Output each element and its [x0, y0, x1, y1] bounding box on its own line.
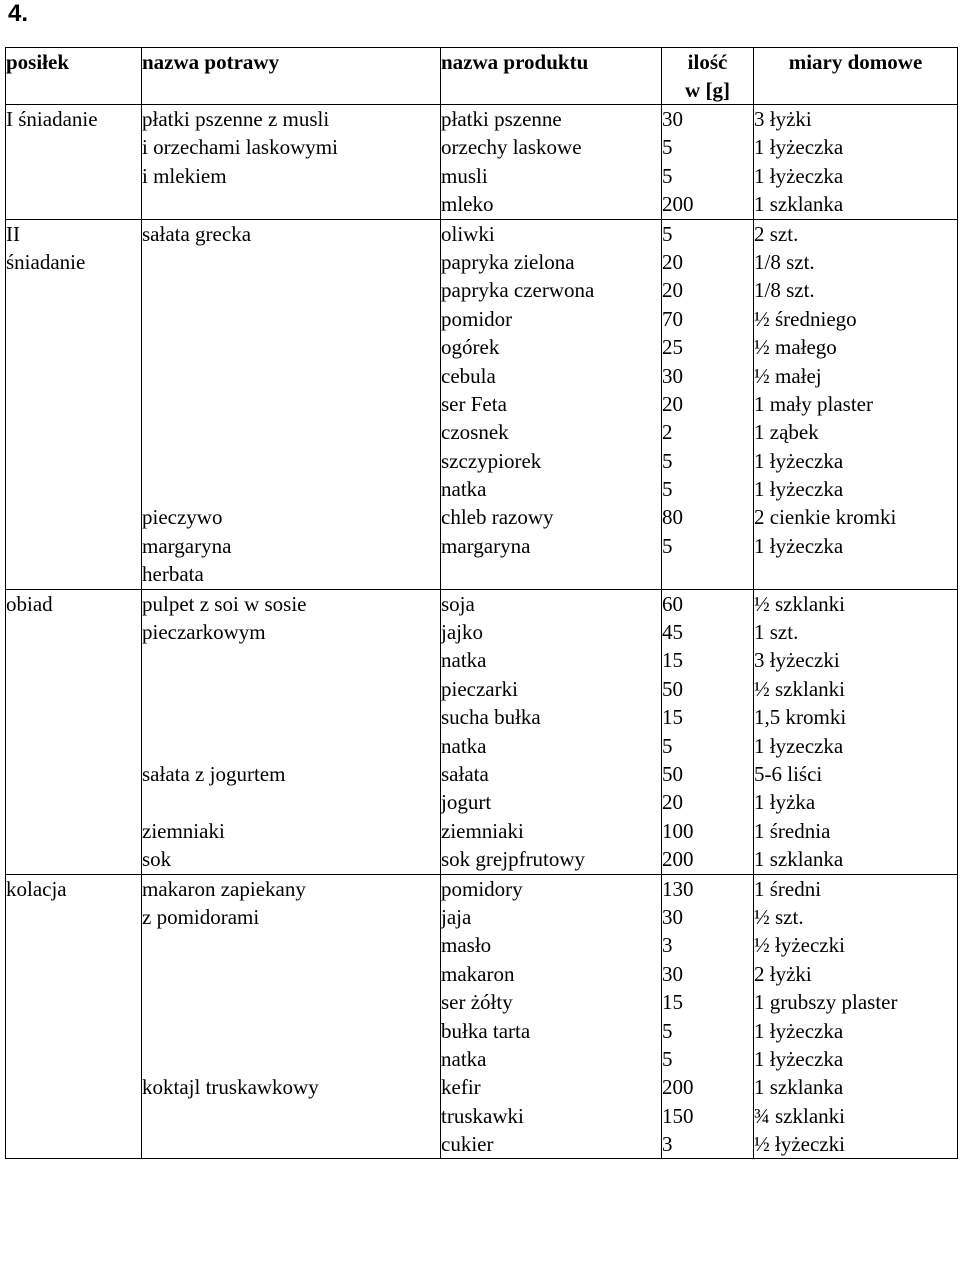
amount-line: 3 [662, 933, 673, 958]
meal-line: I śniadanie [6, 107, 98, 131]
amount-line: 30 [662, 904, 683, 929]
measure-line: 2 łyżki [754, 961, 812, 986]
measure-line: 1,5 kromki [754, 705, 847, 730]
dish-line: sałata grecka [142, 221, 252, 246]
measure-line: 1 łyżka [754, 790, 816, 815]
amount-line: 50 [662, 676, 683, 701]
measure-line: ½ szklanki [754, 591, 845, 616]
product-cell [441, 105, 662, 220]
measure-line: 1 łyżeczka [754, 477, 844, 502]
product-line: bułka tarta [441, 1018, 531, 1043]
header-product: nazwa produktu [441, 48, 662, 105]
measure-line: 2 cienkie kromki [754, 505, 897, 530]
dish-cell [142, 219, 441, 589]
measure-cell [754, 105, 958, 220]
dish-cell [142, 874, 441, 1159]
table-row [6, 589, 958, 874]
amount-line: 5 [662, 135, 673, 160]
header-amount [662, 48, 754, 105]
dish-line: ziemniaki [142, 818, 225, 843]
dish-line: koktajl truskawkowy [142, 1075, 319, 1100]
amount-line: 15 [662, 990, 683, 1015]
dish-line [142, 276, 440, 304]
measure-line: 1 ząbek [754, 420, 819, 445]
product-line: płatki pszenne [441, 107, 562, 131]
dish-line [142, 475, 440, 503]
measure-line: 1 łyżeczka [754, 163, 844, 188]
product-line: oliwki [441, 221, 495, 246]
measure-line: 1 łyżeczka [754, 1018, 844, 1043]
dish-line: z pomidorami [142, 904, 260, 929]
amount-line: 5 [662, 163, 673, 188]
measure-line: 1 łyżeczka [754, 448, 844, 473]
dish-line: pieczarkowym [142, 620, 266, 645]
page-number: 4. [8, 0, 29, 27]
measure-line: 1 łyżeczka [754, 533, 844, 558]
dish-line [142, 362, 440, 390]
product-line: jaja [441, 904, 472, 929]
meal-line: śniadanie [6, 249, 86, 274]
product-line: kefir [441, 1075, 481, 1100]
meal-line: kolacja [6, 876, 67, 901]
dish-line: margaryna [142, 533, 232, 558]
product-line: musli [441, 163, 488, 188]
amount-line: 15 [662, 648, 683, 673]
product-line: sok grejpfrutowy [441, 847, 586, 872]
amount-line: 30 [662, 961, 683, 986]
amount-line: 3 [662, 1132, 673, 1157]
measure-line: 1 szklanka [754, 847, 844, 872]
table-row [6, 105, 958, 220]
amount-line: 2 [662, 420, 673, 445]
dish-line [142, 390, 440, 418]
amount-line: 70 [662, 306, 683, 331]
product-line: cebula [441, 363, 496, 388]
amount-line: 200 [662, 1075, 694, 1100]
measure-line: 1 grubszy plaster [754, 990, 898, 1015]
product-line: natka [441, 733, 487, 758]
amount-line: 5 [662, 1046, 673, 1071]
product-line: pomidor [441, 306, 513, 331]
measure-line: ½ łyżeczki [754, 933, 845, 958]
meal-cell [6, 874, 142, 1159]
amount-line: 200 [662, 192, 694, 217]
amount-line: 30 [662, 363, 683, 388]
product-line: truskawki [441, 1103, 524, 1128]
meal-line: obiad [6, 591, 53, 616]
dish-line [142, 1017, 440, 1045]
product-line: cukier [441, 1132, 494, 1157]
amount-line: 200 [662, 847, 694, 872]
amount-line: 60 [662, 591, 683, 616]
product-line: makaron [441, 961, 515, 986]
product-line: chleb razowy [441, 505, 554, 530]
measure-line: ¾ szklanki [754, 1103, 845, 1128]
measure-line: ½ szklanki [754, 676, 845, 701]
measure-line: 1/8 szt. [754, 249, 815, 274]
header-dish: nazwa potrawy [142, 48, 441, 105]
measure-line: ½ szt. [754, 904, 804, 929]
measure-line: 1 łyżeczka [754, 1046, 844, 1071]
measure-line: 1 szt. [754, 620, 799, 645]
amount-line: 45 [662, 620, 683, 645]
product-line: soja [441, 591, 475, 616]
measure-cell [754, 874, 958, 1159]
product-line: masło [441, 933, 492, 958]
amount-line: 130 [662, 876, 694, 901]
meal-line: II [6, 221, 20, 246]
dish-line [142, 675, 440, 703]
dish-cell [142, 105, 441, 220]
measure-line: 1 szklanka [754, 1075, 844, 1100]
dish-line: makaron zapiekany [142, 876, 306, 901]
amount-line: 5 [662, 1018, 673, 1043]
header-meal: posiłek [6, 48, 142, 105]
measure-line: 1 łyzeczka [754, 733, 844, 758]
product-line: papryka czerwona [441, 278, 595, 303]
dish-line: sok [142, 847, 172, 872]
product-line: ziemniaki [441, 818, 524, 843]
dish-line: pulpet z soi w sosie [142, 591, 307, 616]
product-line: jajko [441, 620, 483, 645]
dish-line [142, 190, 440, 218]
header-amount-line-2: w [g] [685, 78, 730, 102]
dish-line [142, 333, 440, 361]
amount-line: 5 [662, 733, 673, 758]
product-line: orzechy laskowe [441, 135, 582, 160]
dish-line [142, 418, 440, 446]
dish-line [142, 703, 440, 731]
product-line: papryka zielona [441, 249, 575, 274]
measure-line: ½ małego [754, 335, 837, 360]
measure-line: 1 łyżeczka [754, 135, 844, 160]
amount-line: 5 [662, 533, 673, 558]
meal-cell [6, 219, 142, 589]
product-line: mleko [441, 192, 494, 217]
meal-cell [6, 589, 142, 874]
measure-line: ½ małej [754, 363, 822, 388]
product-line: sałata [441, 761, 489, 786]
table-header-row [6, 48, 958, 105]
product-line: szczypiorek [441, 448, 542, 473]
product-line: pieczarki [441, 676, 518, 701]
measure-line: 3 łyżeczki [754, 648, 840, 673]
product-cell [441, 874, 662, 1159]
amount-cell [662, 589, 754, 874]
dish-line: pieczywo [142, 505, 223, 530]
dish-line [142, 646, 440, 674]
product-line: ser Feta [441, 391, 507, 416]
amount-line: 150 [662, 1103, 694, 1128]
measure-line: 1 szklanka [754, 192, 844, 217]
amount-line: 5 [662, 448, 673, 473]
product-line: czosnek [441, 420, 509, 445]
amount-line: 50 [662, 761, 683, 786]
amount-line: 15 [662, 705, 683, 730]
dish-line [142, 960, 440, 988]
measure-cell [754, 219, 958, 589]
dish-line [142, 1045, 440, 1073]
dish-line: i orzechami laskowymi [142, 135, 338, 160]
amount-cell [662, 874, 754, 1159]
amount-line: 20 [662, 391, 683, 416]
measure-line: 1 mały plaster [754, 391, 873, 416]
amount-line: 20 [662, 790, 683, 815]
amount-cell [662, 105, 754, 220]
dish-line [142, 931, 440, 959]
measure-line: ½ łyżeczki [754, 1132, 845, 1157]
product-cell [441, 219, 662, 589]
product-line: natka [441, 477, 487, 502]
header-measure: miary domowe [754, 48, 958, 105]
table-row [6, 219, 958, 589]
dish-line [142, 447, 440, 475]
product-line: natka [441, 1046, 487, 1071]
dish-cell [142, 589, 441, 874]
measure-line: 1/8 szt. [754, 278, 815, 303]
measure-line: 5-6 liści [754, 761, 823, 786]
dish-line [142, 732, 440, 760]
product-line: natka [441, 648, 487, 673]
dish-line: herbata [142, 562, 204, 587]
meal-cell [6, 105, 142, 220]
amount-line: 30 [662, 107, 683, 131]
product-line: jogurt [441, 790, 492, 815]
amount-line: 20 [662, 278, 683, 303]
product-line: margaryna [441, 533, 531, 558]
dish-line [142, 788, 440, 816]
dish-line: i mlekiem [142, 163, 227, 188]
amount-line: 5 [662, 221, 673, 246]
amount-line: 5 [662, 477, 673, 502]
product-cell [441, 589, 662, 874]
header-amount-line-1: ilość [687, 50, 728, 74]
dish-line [142, 988, 440, 1016]
dish-line: sałata z jogurtem [142, 761, 286, 786]
product-line: pomidory [441, 876, 523, 901]
measure-line: ½ średniego [754, 306, 857, 331]
amount-line: 80 [662, 505, 683, 530]
amount-line: 20 [662, 249, 683, 274]
dish-line [142, 305, 440, 333]
meal-plan-table [5, 47, 958, 1159]
product-line: sucha bułka [441, 705, 541, 730]
measure-line: 2 szt. [754, 221, 799, 246]
measure-cell [754, 589, 958, 874]
measure-line: 3 łyżki [754, 107, 812, 131]
measure-line: 1 średni [754, 876, 822, 901]
product-line: ogórek [441, 335, 500, 360]
amount-cell [662, 219, 754, 589]
product-line: ser żółty [441, 990, 513, 1015]
dish-line [142, 248, 440, 276]
table-row [6, 874, 958, 1159]
amount-line: 100 [662, 818, 694, 843]
dish-line: płatki pszenne z musli [142, 107, 330, 131]
amount-line: 25 [662, 335, 683, 360]
measure-line: 1 średnia [754, 818, 831, 843]
